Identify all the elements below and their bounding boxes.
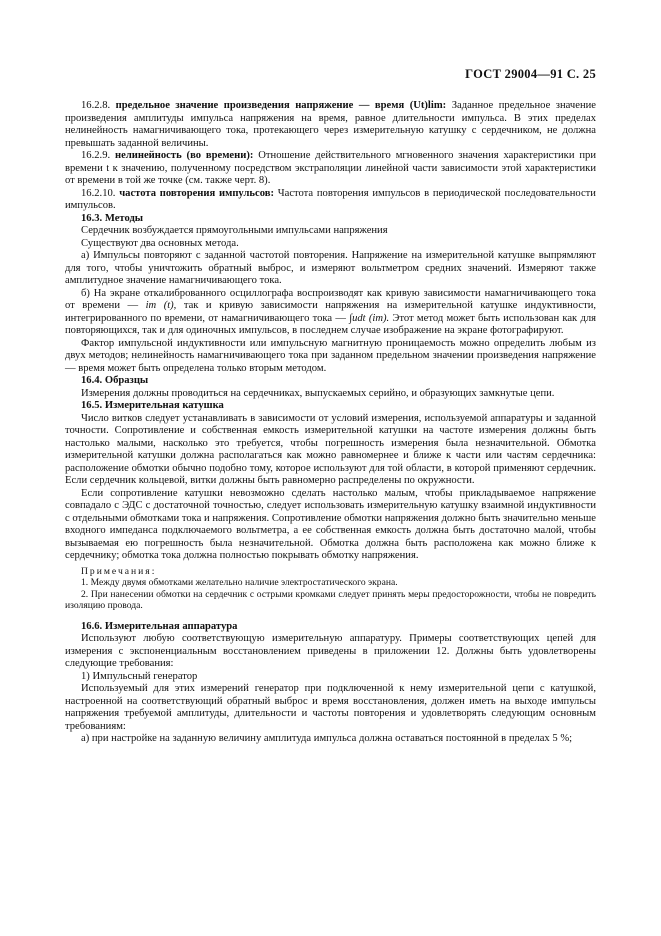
text-run: Этот метод может быть использован как для повторяющихся, так и для одиночных импульсов, в последнем случае изображение на экране фотографируют. [65, 312, 596, 336]
page-body [65, 100, 596, 746]
clause-number: 16.2.9. [81, 150, 111, 161]
paragraph-method-b [65, 288, 596, 338]
clause-16-2-9 [65, 150, 596, 188]
paragraph: Существуют два основных метода. [81, 237, 239, 249]
definition: Заданное предельное значение произведения амплитуды импульса напряжения на время, равное длительности импульса. В этих пределах нелинейность намагничивающего тока, протекающего через измерительную катушку с сердечником, не должна превышать заданной величины. [65, 100, 597, 149]
paragraph: Сердечник возбуждается прямоугольными импульсами напряжения [81, 225, 388, 236]
paragraph: а) Импульсы повторяют с заданной частотой повторения. Напряжение на измерительной катушке выпрямляют для того, чтобы уничтожить обратный выброс, и измеряют вольтметром средних значений. Измеряют также амплитудное значение намагничивающего тока. [65, 250, 596, 286]
term: нелинейность (во времени): [115, 150, 254, 161]
definition: Частота повторения импульсов в периодической последовательности импульсов. [65, 187, 596, 211]
clause-16-2-10 [65, 188, 596, 213]
clause-16-2-8 [65, 100, 596, 150]
page-header: ГОСТ 29004—91 С. 25 [465, 67, 596, 81]
formula-integral: ∫udt (im). [349, 312, 390, 324]
term: предельное значение произведения напряжение — время (Ut)lim: [115, 100, 447, 111]
clause-number: 16.2.8. [81, 100, 111, 111]
formula-current: im (t), [145, 300, 177, 311]
clause-number: 16.2.10. [81, 187, 116, 199]
note-2: 2. При нанесении обмотки на сердечник с острыми кромками следует принять меры предосторожности, чтобы не повредить изоляцию провода. [65, 588, 596, 611]
paragraph: Измерения должны проводиться на сердечниках, выпускаемых серийно, и образующих замкнутые цепи. [81, 387, 555, 399]
section-heading-16-6: 16.6. Измерительная аппаратура [81, 620, 238, 632]
notes-title: Примечания: [81, 565, 157, 577]
section-heading-16-3: 16.3. Методы [81, 212, 144, 224]
text-run: б) На экране откалиброванного осциллографа воспроизводят как кривую зависимости намагничивающего тока от времени — [65, 287, 596, 311]
text-run: так и кривую зависимости напряжения на измерительной катушке индуктивности, интегрированного по времени, от намагничивающего тока — [65, 300, 597, 324]
paragraph: Фактор импульсной индуктивности или импульсную магнитную проницаемость можно определить любым из двух методов; нелинейность намагничивающего тока при заданном предельном значении произведения напряжение — время может быть определена только вторым методом. [65, 337, 596, 374]
term: частота повторения импульсов: [119, 187, 274, 199]
paragraph: а) при настройке на заданную величину амплитуда импульса должна оставаться постоянной в пределах 5 %; [81, 733, 573, 744]
definition: Отношение действительного мгновенного значения характеристики при времени t к значению, полученному посредством экстраполяции линейной части зависимости этой характеристики от времени в той же точке (см. также черт. 8). [65, 150, 596, 186]
paragraph: 1) Импульсный генератор [81, 670, 198, 682]
section-heading-16-4: 16.4. Образцы [81, 375, 149, 386]
section-heading-16-5: 16.5. Измерительная катушка [81, 400, 224, 411]
paragraph: Число витков следует устанавливать в зависимости от условий измерения, используемой аппаратуры и заданной точности. Сопротивление и собственная емкость измерительной катушки на частоте измерения должны быть настолько малыми, насколько это требуется, чтобы погрешность измерения была незначительной. Обмотка измерительной катушки должна располагаться как можно равномернее и ближе к части или частям сердечника: расположение обмотки обычно подобно тому, которое используют для той области, в которой применяют сердечник. Если сердечник кольцевой, витки должны быть равномерно распределены по окружности. [65, 412, 596, 486]
paragraph: Используемый для этих измерений генератор при подключенной к нему измерительной цепи с катушкой, настроенной на соответствующий обратный выброс и время восстановления, должен иметь на выходе импульсы напряжения требуемой амплитуды, длительности и частоты повторения и удовлетворять следующим основным требованиям: [65, 683, 596, 732]
paragraph: Если сопротивление катушки невозможно сделать настолько малым, чтобы прикладываемое напряжение совпадало с ЭДС с достаточной точностью, следует использовать измерительную катушку взаимной индуктивности с отдельными обмотками тока и напряжения. Сопротивление обмотки напряжения должно быть значительно меньше входного импеданса подключаемого вольтметра, а ее собственная емкость должна быть достаточно малой, чтобы вызываемая ею погрешность была незначительной. Обмотка должна быть расположена как можно ближе к сердечнику; обмотка тока должна полностью покрывать обмотку напряжения. [65, 487, 596, 561]
note-1: 1. Между двумя обмотками желательно наличие электростатического экрана. [81, 577, 398, 588]
paragraph: Используют любую соответствующую измерительную аппаратуру. Примеры соответствующих цепей для измерения с экспоненциальным восстановлением приведены в приложении 12. Должны быть удовлетворены следующие требования: [65, 633, 596, 669]
